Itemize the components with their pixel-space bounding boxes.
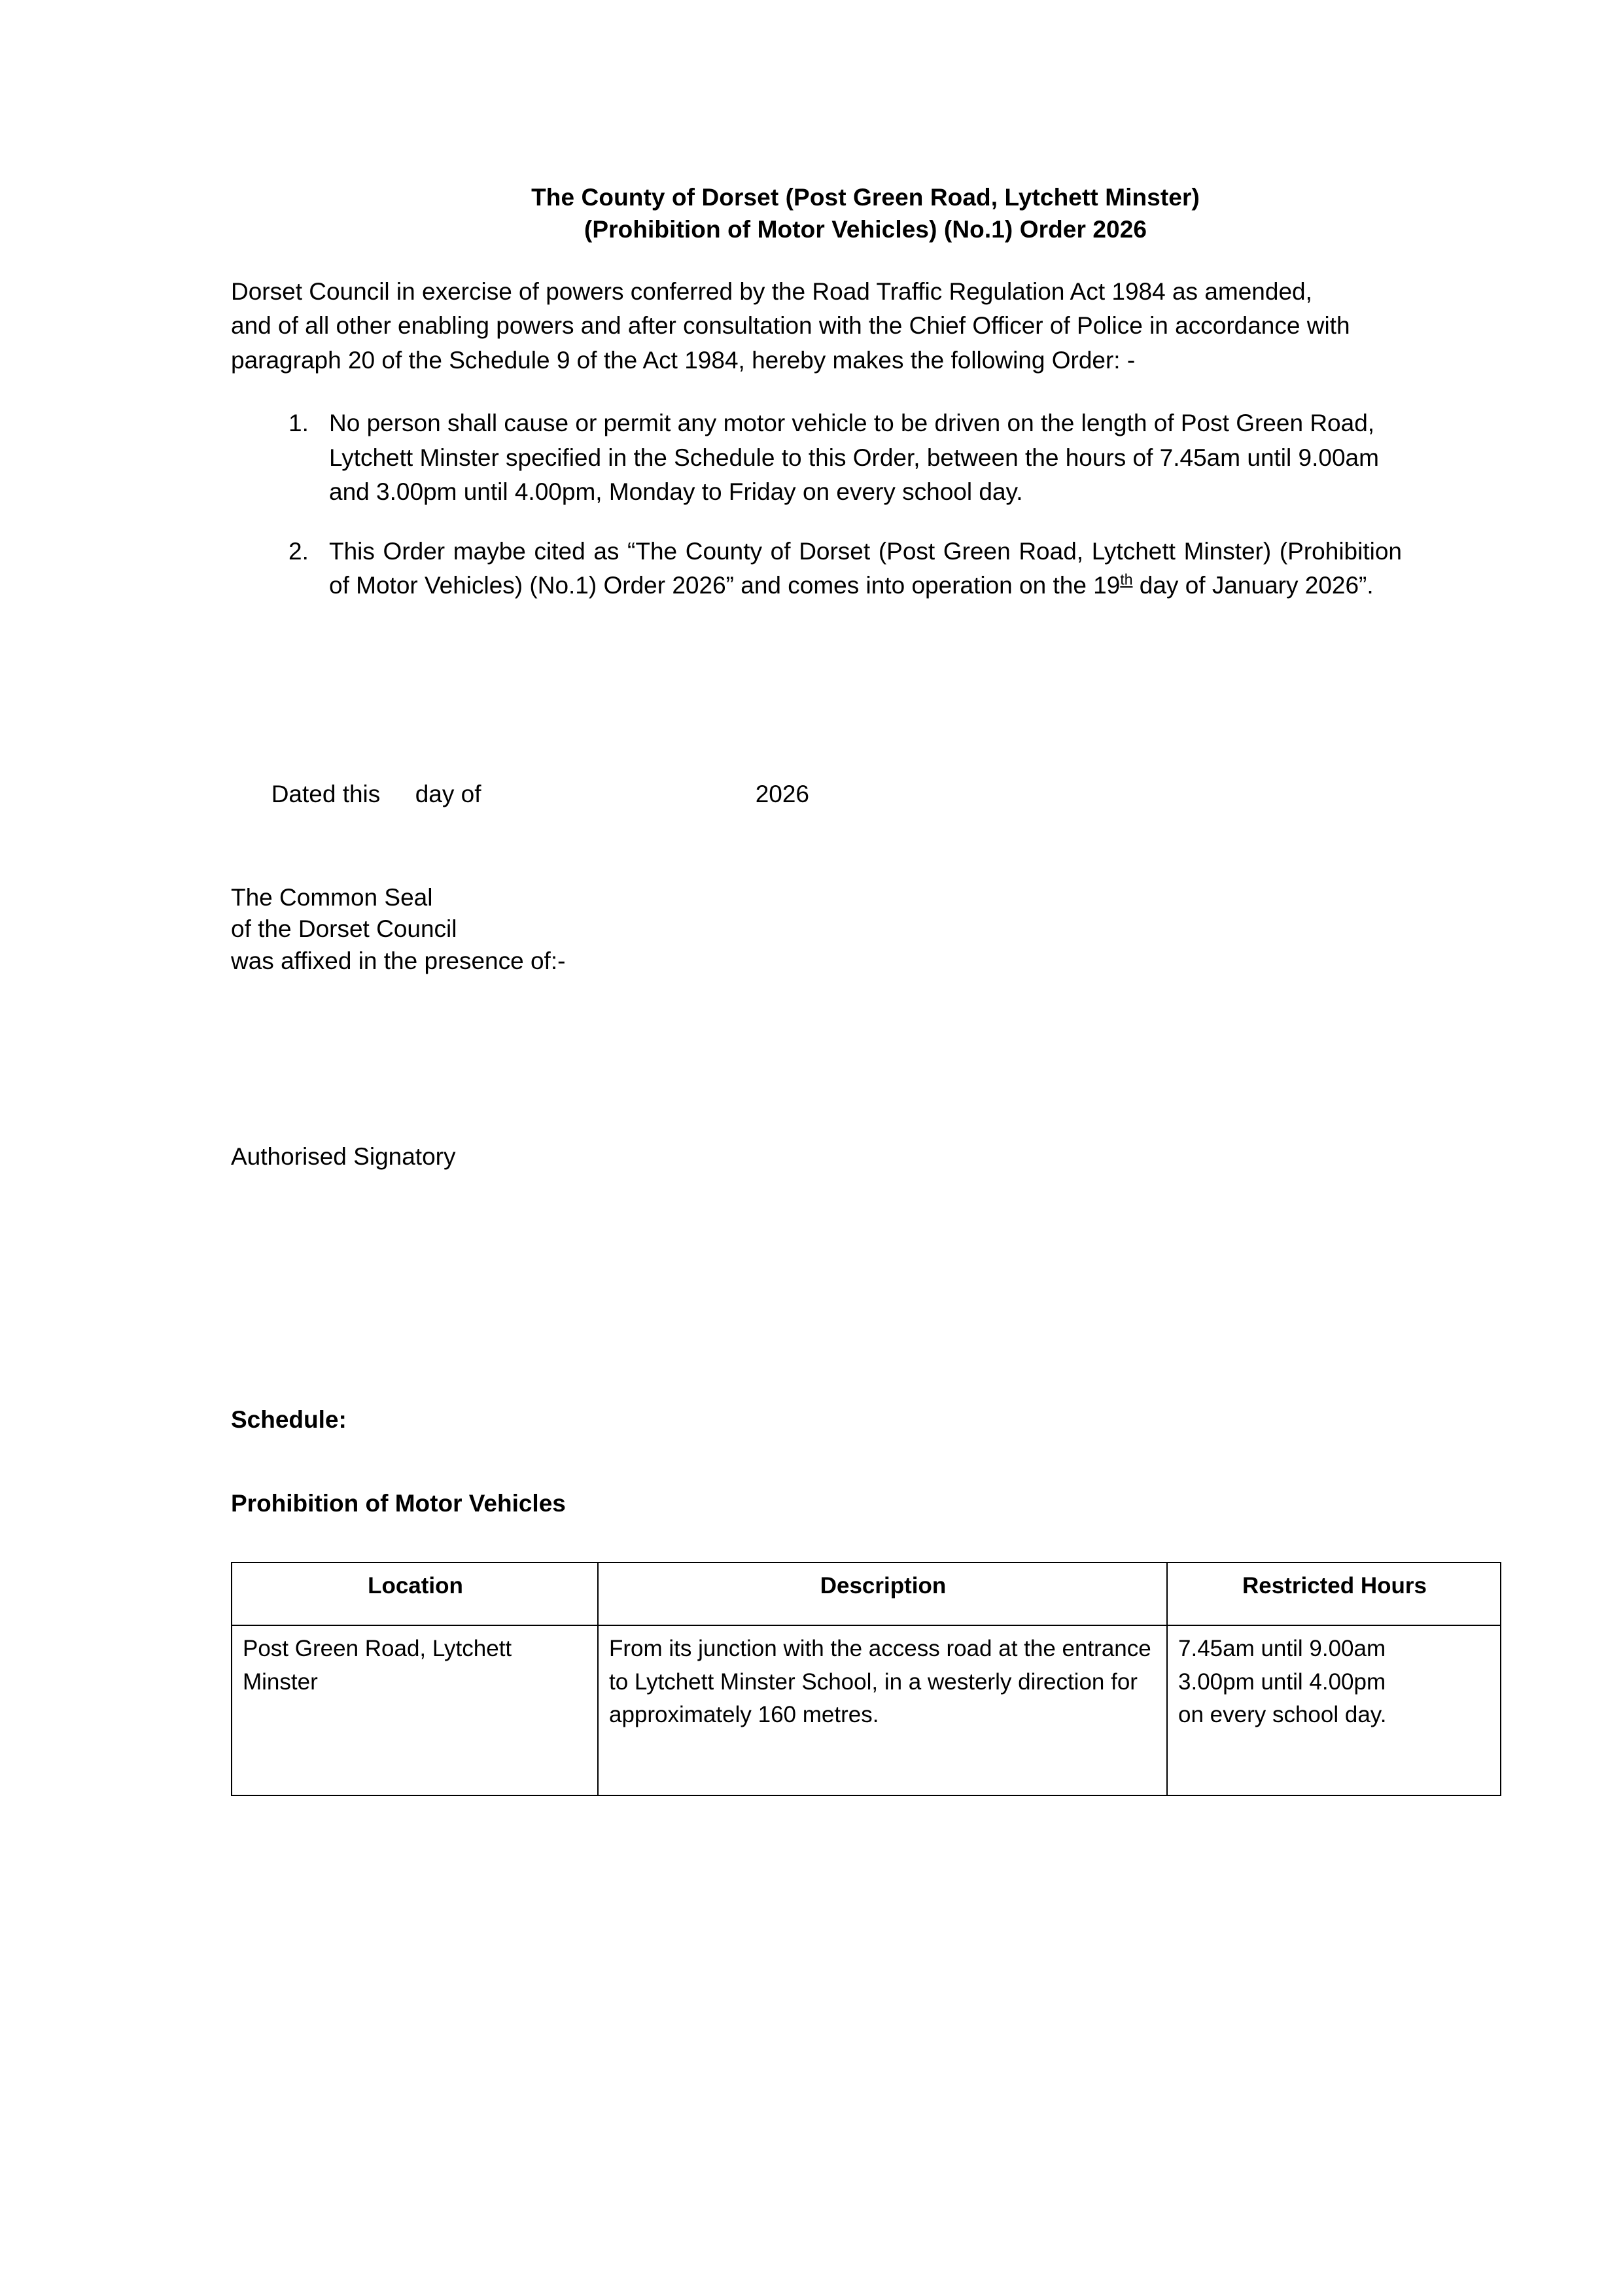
table-row	[232, 1625, 1501, 1795]
ordinal-suffix: th	[1120, 571, 1133, 589]
seal-line-3: was affixed in the presence of:-	[231, 947, 566, 975]
cell-description: From its junction with the access road at the entrance to Lytchett Minster School, in a westerly direction for approximately 160 metres.	[598, 1625, 1167, 1795]
dated-line	[231, 743, 1500, 847]
column-header-restricted-hours: Restricted Hours	[1167, 1563, 1501, 1625]
restricted-hours-line-2: 3.00pm until 4.00pm	[1178, 1669, 1386, 1695]
order-clause-list	[231, 406, 1500, 603]
clause-2-text-after-ordinal: day of January 2026”.	[1132, 572, 1374, 599]
schedule-table-head	[232, 1563, 1501, 1625]
clause-1-text: No person shall cause or permit any motor vehicle to be driven on the length of Post Green Road, Lytchett Minster specified in the Schedule to this Order, between the hours of 7.45am until 9.00am and 3.00pm until 4.00pm, Monday to Friday on every school day.	[329, 410, 1379, 506]
column-header-location: Location	[232, 1563, 598, 1625]
cell-location: Post Green Road, Lytchett Minster	[232, 1625, 598, 1795]
schedule-table	[231, 1562, 1501, 1796]
order-clause-2	[231, 535, 1402, 603]
day-of-label: day of	[415, 781, 481, 808]
title-line-1: The County of Dorset (Post Green Road, Lytchett Minster)	[531, 184, 1200, 211]
schedule-subheading: Prohibition of Motor Vehicles	[231, 1489, 566, 1517]
dated-this-label: Dated this	[271, 781, 381, 808]
order-clause-1	[231, 406, 1402, 510]
page-title	[231, 182, 1500, 246]
table-header-row	[232, 1563, 1501, 1625]
seal-line-2: of the Dorset Council	[231, 915, 457, 943]
schedule-heading: Schedule:	[231, 1405, 347, 1433]
common-seal-block	[231, 882, 1500, 978]
schedule-table-body	[232, 1625, 1501, 1795]
intro-paragraph: Dorset Council in exercise of powers conferred by the Road Traffic Regulation Act 1984 as amended, and of all other enabling powers and after consultation with the Chief Officer of Police in accordance with paragraph 20 of the Schedule 9 of the Act 1984, hereby makes the following Order: -	[231, 277, 1350, 374]
restricted-hours-line-1: 7.45am until 9.00am	[1178, 1636, 1386, 1662]
dated-year: 2026	[755, 781, 809, 808]
restricted-hours-line-3: on every school day.	[1178, 1702, 1387, 1728]
cell-restricted-hours	[1167, 1625, 1501, 1795]
authorised-signatory-label: Authorised Signatory	[231, 1142, 456, 1170]
title-line-2: (Prohibition of Motor Vehicles) (No.1) Order 2026	[584, 215, 1147, 243]
document-content	[231, 182, 1500, 1796]
clause-2-text-before-ordinal: This Order maybe cited as “The County of Dorset (Post Green Road, Lytchett Minster) (Prohibition of Motor Vehicles) (No.1) Order 2026” and comes into operation on the 19	[329, 537, 1402, 599]
column-header-description: Description	[598, 1563, 1167, 1625]
seal-line-1: The Common Seal	[231, 883, 433, 911]
